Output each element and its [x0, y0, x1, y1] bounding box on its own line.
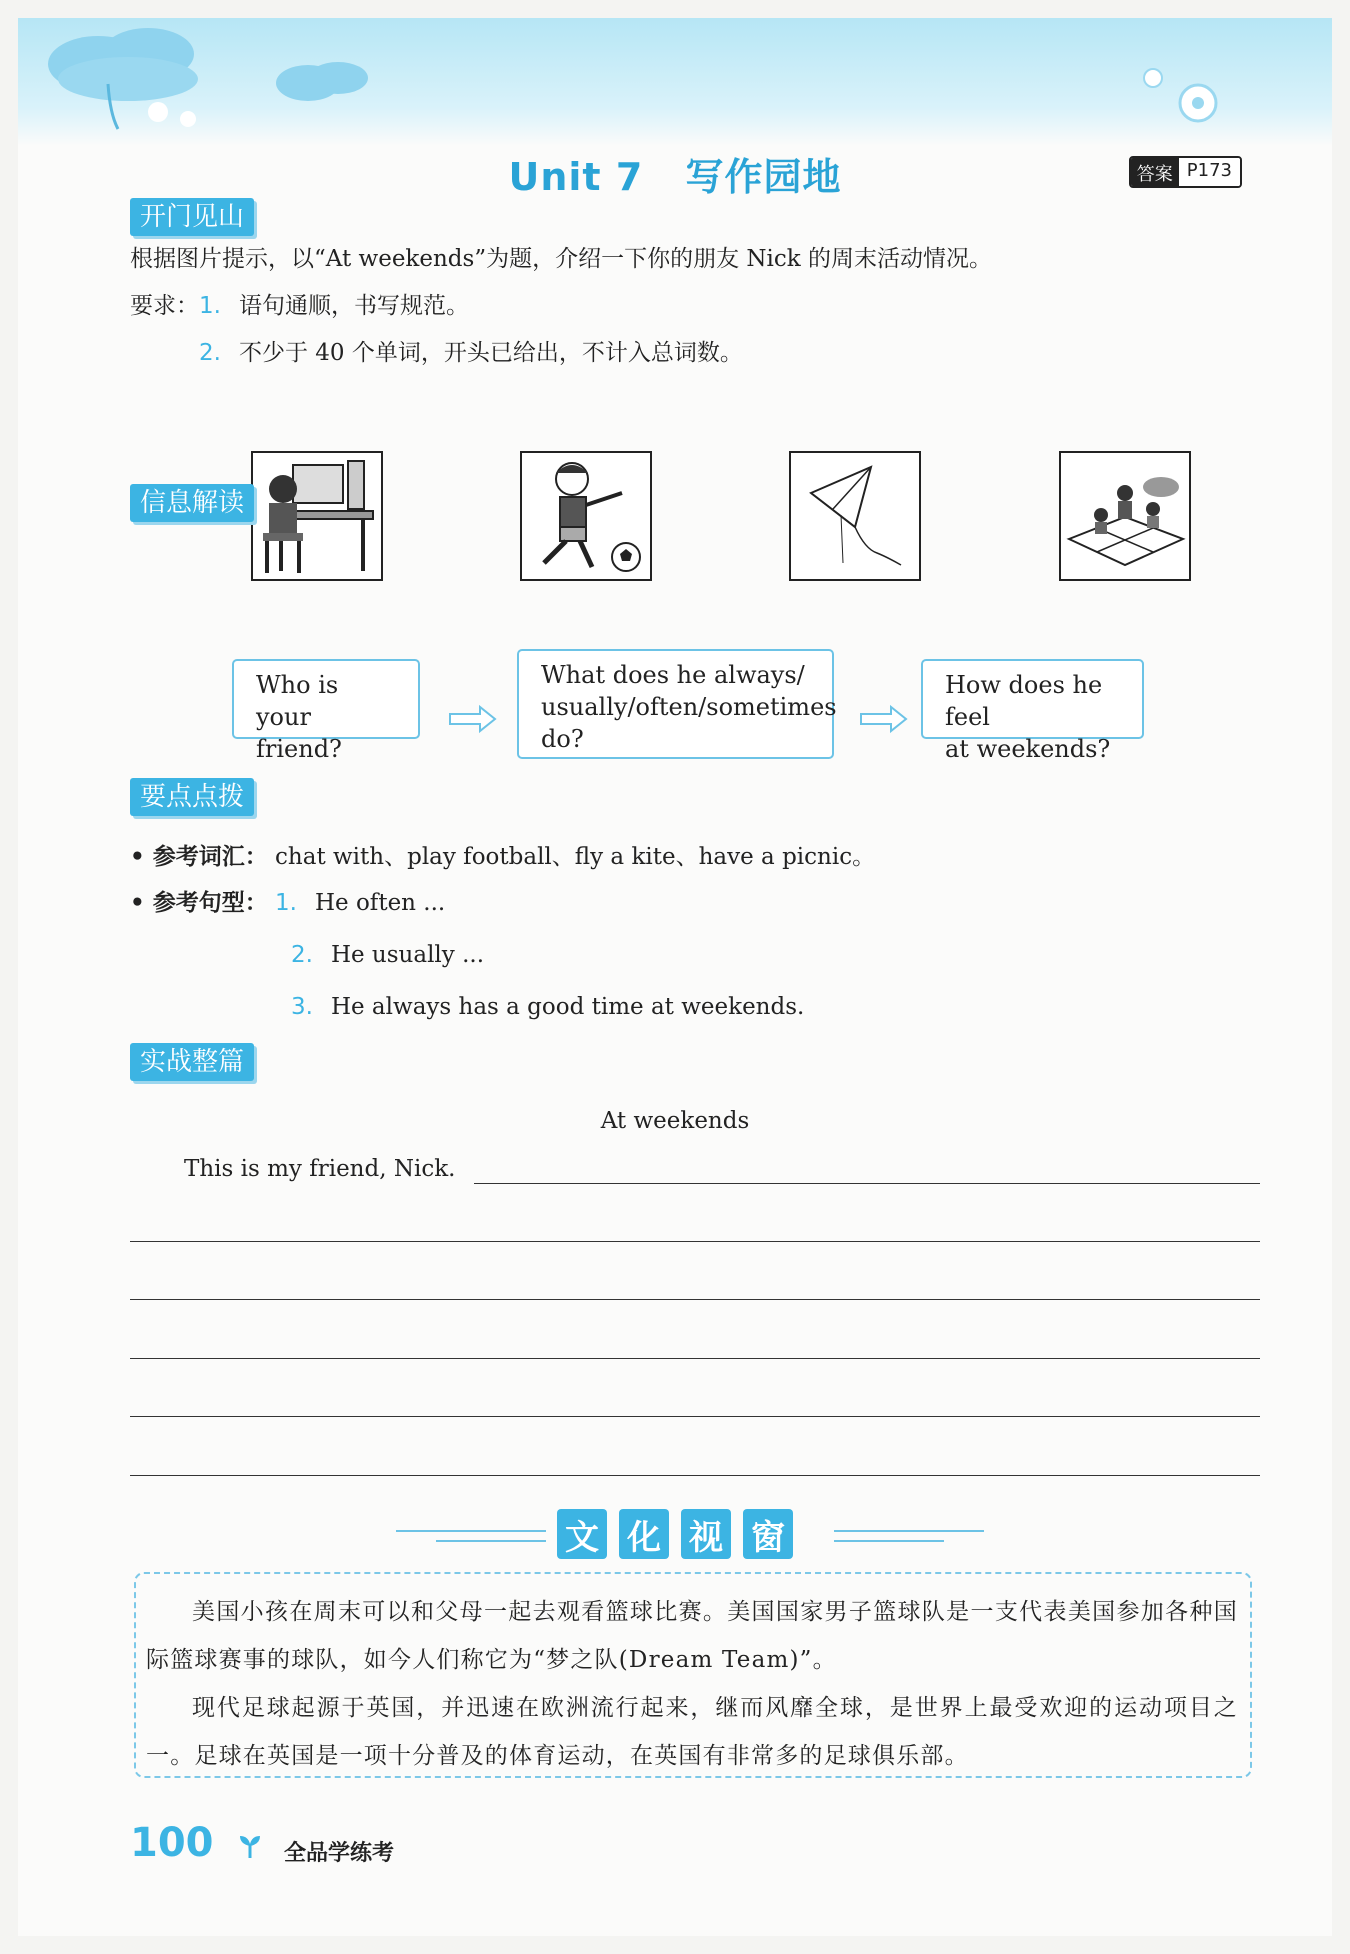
kite-icon	[791, 453, 919, 579]
flow-box-1	[232, 659, 420, 763]
essay-title: At weekends	[600, 1108, 750, 1134]
flow-box-2-line1: What does he always/	[541, 661, 805, 689]
writing-line[interactable]	[474, 1183, 1260, 1184]
section-tag-tips: 要点点拨	[130, 778, 254, 816]
picture-football	[520, 451, 652, 581]
sprout-icon	[236, 1832, 264, 1860]
reference-sentence-2	[291, 940, 484, 970]
sentence-2-num: 2.	[291, 942, 313, 968]
requirement-1	[130, 291, 469, 321]
requirement-label: 要求：	[130, 293, 199, 319]
flow-box-3-line2: at weekends?	[945, 735, 1111, 763]
writing-line[interactable]	[130, 1416, 1260, 1417]
writing-line[interactable]	[130, 1358, 1260, 1359]
vocabulary-text: chat with、play football、fly a kite、have a picnic。	[275, 844, 876, 870]
workbook-page	[18, 18, 1332, 1936]
section-tag-practice: 实战整篇	[130, 1043, 254, 1081]
culture-heading-char: 视	[681, 1509, 731, 1559]
flow-box-2-line3: do?	[541, 725, 584, 753]
answer-label: 答案	[1131, 158, 1179, 186]
sentence-3-num: 3.	[291, 994, 313, 1020]
arrow-right-icon	[859, 704, 909, 734]
answer-reference	[1129, 156, 1242, 188]
reference-sentence-1	[130, 888, 445, 918]
section-tag-info: 信息解读	[130, 484, 254, 522]
football-player-icon	[522, 453, 650, 579]
cloud-illustration	[38, 24, 228, 134]
cloud-small-illustration	[268, 48, 378, 118]
decorative-rule	[834, 1540, 944, 1542]
flow-box-3-line1: How does he feel	[945, 671, 1103, 731]
writing-line[interactable]	[130, 1241, 1260, 1242]
flow-box-1-line2: friend?	[256, 735, 342, 763]
picture-computer	[251, 451, 383, 581]
picture-picnic	[1059, 451, 1191, 581]
flow-box-1-line1: Who is your	[256, 671, 339, 731]
picture-kite	[789, 451, 921, 581]
sentence-2-text: He usually ...	[330, 942, 485, 968]
requirement-2-text: 不少于 40 个单词，开头已给出，不计入总词数。	[238, 340, 743, 366]
requirement-2	[199, 338, 743, 368]
header-banner	[18, 18, 1332, 146]
writing-line[interactable]	[130, 1299, 1260, 1300]
arrow-right-icon	[448, 704, 498, 734]
culture-heading-char: 窗	[743, 1509, 793, 1559]
culture-paragraph-1: 美国小孩在周末可以和父母一起去观看篮球比赛。美国国家男子篮球队是一支代表美国参加各种国际篮球赛事的球队，如今人们称它为“梦之队(Dream Team)”。	[146, 1599, 1238, 1673]
computer-icon	[253, 453, 381, 579]
culture-heading-char: 文	[557, 1509, 607, 1559]
culture-heading	[18, 1506, 1332, 1562]
vocabulary-label: • 参考词汇：	[130, 844, 268, 870]
writing-line[interactable]	[130, 1475, 1260, 1476]
brand-name: 全品学练考	[284, 1841, 395, 1866]
reference-vocabulary	[130, 842, 875, 872]
flow-box-2-line2: usually/often/sometimes	[541, 693, 837, 721]
unit-label: Unit 7	[508, 155, 644, 199]
sentence-3-text: He always has a good time at weekends.	[330, 994, 805, 1020]
requirement-1-num: 1.	[199, 293, 221, 319]
sentence-pattern-label: • 参考句型：	[130, 890, 268, 916]
writing-prompt: 根据图片提示，以“At weekends”为题，介绍一下你的朋友 Nick 的周末活动情况。	[130, 246, 992, 272]
reference-sentence-3	[291, 992, 804, 1022]
flow-box-2	[517, 649, 837, 759]
culture-box	[134, 1572, 1252, 1778]
requirement-1-text: 语句通顺，书写规范。	[238, 293, 469, 319]
answer-page: P173	[1179, 158, 1240, 186]
sentence-1-text: He often ...	[314, 890, 446, 916]
decorative-rule	[834, 1530, 984, 1532]
section-title: 写作园地	[685, 155, 842, 199]
section-tag-intro: 开门见山	[130, 198, 254, 236]
essay-opening: This is my friend, Nick.	[184, 1156, 456, 1182]
culture-heading-char: 化	[619, 1509, 669, 1559]
flow-box-3	[921, 659, 1144, 763]
page-number: 100	[130, 1820, 214, 1866]
culture-paragraph-2: 现代足球起源于英国，并迅速在欧洲流行起来，继而风靡全球，是世界上最受欢迎的运动项目之一。足球在英国是一项十分普及的体育运动，在英国有非常多的足球俱乐部。	[146, 1695, 1238, 1769]
flower-illustration	[1128, 58, 1238, 138]
picnic-icon	[1061, 453, 1189, 579]
requirement-2-num: 2.	[199, 340, 221, 366]
sentence-1-num: 1.	[275, 890, 297, 916]
